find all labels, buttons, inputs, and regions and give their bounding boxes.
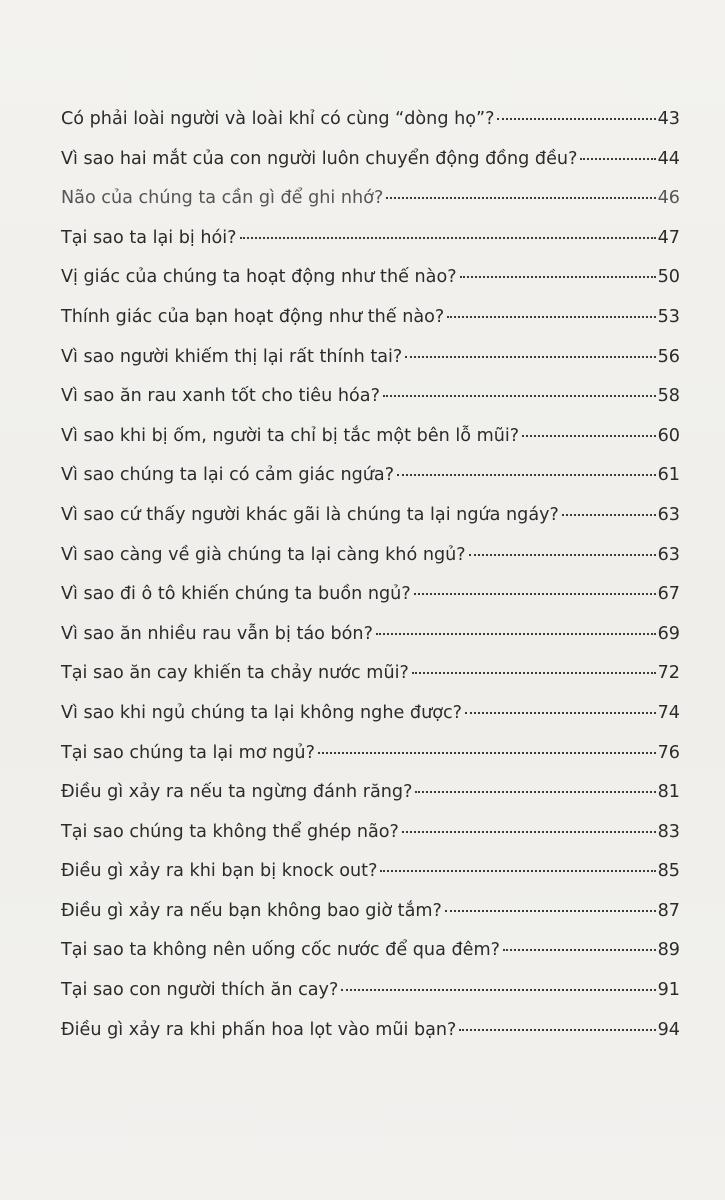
toc-entry-page: 87	[657, 900, 680, 921]
dot-leader	[240, 237, 656, 239]
toc-entry-page: 67	[657, 584, 680, 605]
toc-entry-title: Vì sao khi ngủ chúng ta lại không nghe được?	[61, 702, 463, 723]
dot-leader	[414, 593, 656, 595]
toc-entry	[61, 773, 680, 813]
toc-entry-page: 72	[657, 663, 680, 684]
toc-entry-page: 53	[657, 306, 680, 327]
toc-entry-page: 91	[657, 980, 680, 1001]
toc-entry-page: 83	[657, 821, 680, 842]
toc-entry-page: 61	[657, 465, 680, 486]
toc-entry	[61, 298, 680, 338]
toc-entry-title: Điều gì xảy ra khi phấn hoa lọt vào mũi bạn?	[61, 1019, 457, 1040]
dot-leader	[318, 752, 656, 754]
dot-leader	[405, 356, 655, 358]
dot-leader	[380, 870, 655, 872]
toc-entry	[61, 694, 680, 734]
table-of-contents	[61, 100, 680, 1050]
toc-entry-page: 81	[657, 782, 680, 803]
toc-entry-page: 46	[657, 188, 680, 209]
toc-entry-page: 69	[657, 623, 680, 644]
dot-leader	[460, 276, 656, 278]
toc-entry-page: 50	[657, 267, 680, 288]
dot-leader	[341, 989, 655, 991]
toc-entry-title: Vì sao đi ô tô khiến chúng ta buồn ngủ?	[61, 584, 411, 605]
dot-leader	[447, 316, 655, 318]
dot-leader	[397, 474, 656, 476]
toc-entry-page: 44	[657, 148, 680, 169]
dot-leader	[562, 514, 656, 516]
toc-entry	[61, 100, 680, 140]
toc-entry-title: Vì sao người khiếm thị lại rất thính tai?	[61, 346, 403, 367]
toc-entry-title: Vì sao càng về già chúng ta lại càng khó ngủ?	[61, 544, 466, 565]
toc-entry-page: 47	[657, 227, 680, 248]
toc-entry-page: 56	[657, 346, 680, 367]
toc-entry-title: Tại sao ta không nên uống cốc nước để qua đêm?	[61, 940, 500, 961]
toc-entry-title: Tại sao ta lại bị hói?	[61, 227, 237, 248]
toc-entry-title: Điều gì xảy ra nếu ta ngừng đánh răng?	[61, 782, 413, 803]
toc-entry-page: 63	[657, 544, 680, 565]
toc-entry-title: Có phải loài người và loài khỉ có cùng “dòng họ”?	[61, 109, 495, 129]
toc-entry-page: 63	[657, 504, 680, 525]
toc-entry-page: 94	[657, 1019, 680, 1040]
toc-entry-title: Điều gì xảy ra nếu bạn không bao giờ tắm?	[61, 900, 442, 921]
toc-entry	[61, 496, 680, 536]
toc-entry	[61, 852, 680, 892]
dot-leader	[402, 831, 656, 833]
toc-entry-title: Vì sao hai mắt của con người luôn chuyển động đồng đều?	[61, 148, 578, 169]
toc-entry-title: Tại sao chúng ta không thể ghép não?	[61, 821, 399, 842]
toc-entry	[61, 179, 680, 219]
toc-entry-title: Tại sao chúng ta lại mơ ngủ?	[61, 742, 315, 763]
toc-entry	[61, 971, 680, 1011]
toc-entry-page: 74	[657, 702, 680, 723]
toc-entry-title: Tại sao ăn cay khiến ta chảy nước mũi?	[61, 663, 409, 684]
toc-entry-page: 85	[657, 861, 680, 882]
toc-entry	[61, 813, 680, 853]
dot-leader	[580, 158, 655, 160]
toc-entry-title: Điều gì xảy ra khi bạn bị knock out?	[61, 861, 378, 882]
toc-entry	[61, 931, 680, 971]
toc-entry	[61, 258, 680, 298]
dot-leader	[415, 791, 655, 793]
toc-entry-page: 43	[657, 109, 680, 129]
toc-entry-title: Tại sao con người thích ăn cay?	[61, 980, 339, 1001]
toc-entry	[61, 615, 680, 655]
toc-entry	[61, 219, 680, 259]
toc-entry-title: Thính giác của bạn hoạt động như thế nào?	[61, 306, 445, 327]
toc-entry	[61, 575, 680, 615]
dot-leader	[386, 197, 655, 199]
toc-entry	[61, 734, 680, 774]
dot-leader	[445, 910, 656, 912]
toc-entry-page: 60	[657, 425, 680, 446]
toc-entry	[61, 377, 680, 417]
dot-leader	[412, 672, 656, 674]
dot-leader	[383, 395, 656, 397]
dot-leader	[469, 554, 656, 556]
dot-leader	[497, 118, 655, 120]
toc-entry	[61, 1011, 680, 1051]
toc-entry-page: 58	[657, 386, 680, 407]
toc-entry-page: 89	[657, 940, 680, 961]
toc-entry-title: Vì sao chúng ta lại có cảm giác ngứa?	[61, 465, 395, 486]
dot-leader	[503, 949, 656, 951]
toc-entry	[61, 338, 680, 378]
toc-entry	[61, 892, 680, 932]
toc-entry	[61, 654, 680, 694]
toc-entry-title: Não của chúng ta cần gì để ghi nhớ?	[61, 188, 384, 209]
toc-entry	[61, 536, 680, 576]
toc-entry-title: Vì sao khi bị ốm, người ta chỉ bị tắc một bên lỗ mũi?	[61, 425, 520, 446]
toc-entry-title: Vị giác của chúng ta hoạt động như thế nào?	[61, 267, 457, 288]
dot-leader	[522, 435, 655, 437]
toc-entry	[61, 140, 680, 180]
dot-leader	[376, 633, 656, 635]
toc-entry-title: Vì sao ăn nhiều rau vẫn bị táo bón?	[61, 623, 373, 644]
dot-leader	[465, 712, 656, 714]
toc-entry-title: Vì sao ăn rau xanh tốt cho tiêu hóa?	[61, 386, 380, 407]
dot-leader	[459, 1029, 655, 1031]
toc-entry-page: 76	[657, 742, 680, 763]
toc-entry	[61, 456, 680, 496]
toc-entry	[61, 417, 680, 457]
toc-entry-title: Vì sao cứ thấy người khác gãi là chúng ta lại ngứa ngáy?	[61, 504, 559, 525]
